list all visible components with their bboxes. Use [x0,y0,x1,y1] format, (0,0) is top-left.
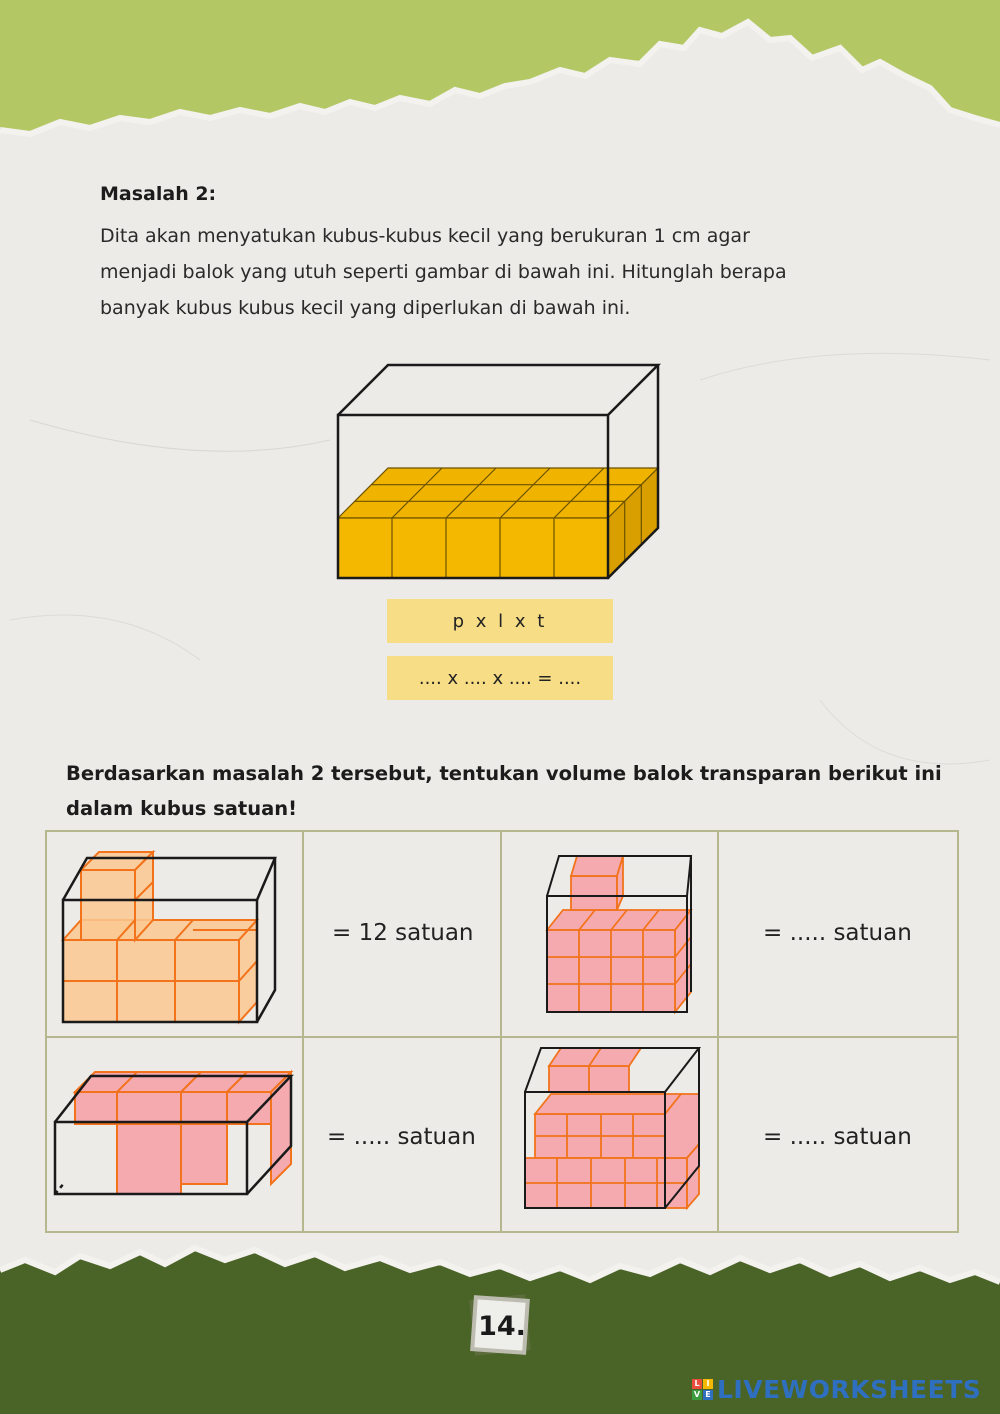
question-line: dalam kubus satuan! [66,797,298,820]
table-divider [47,1036,957,1038]
answer-input[interactable]: = ..... satuan [763,920,912,946]
orange-cubes-box-figure [57,850,282,1030]
problem-line: Dita akan menyatukan kubus-kubus kecil yang berukuran 1 cm agar [100,225,750,247]
top-torn-band [0,0,1000,170]
question-heading [66,756,996,826]
problem-description [100,218,900,326]
transparent-box-gold-cubes-figure [330,360,670,585]
logo-letter: L [692,1379,702,1389]
problem-line: banyak kubus kubus kecil yang diperlukan di bawah ini. [100,297,631,319]
exercise-table [45,830,959,1233]
logo-letter: V [693,1389,701,1399]
answer-input[interactable]: = ..... satuan [327,1124,476,1150]
table-divider [500,832,502,1231]
logo-letter: I [703,1379,713,1389]
volume-formula: p x l x t [387,599,613,643]
liveworksheets-logo-icon [692,1379,713,1400]
problem-title: Masalah 2: [100,183,217,205]
pink-cubes-box-figure-3 [521,1044,711,1229]
answer-input[interactable]: = ..... satuan [763,1124,912,1150]
blank-formula-answer[interactable]: .... x .... x .... = .... [387,656,613,700]
gold-cube-layer [338,468,658,578]
logo-letter: E [703,1390,713,1400]
pink-cubes-box-figure-1 [537,852,697,1032]
table-divider [717,832,719,1231]
answer-given: = 12 satuan [332,920,474,946]
pink-cubes-box-figure-2 [51,1042,296,1227]
page-number: 14. [478,1311,526,1342]
top-band-shape [0,0,1000,134]
liveworksheets-brand [692,1376,981,1402]
table-divider [302,832,304,1231]
brand-name: LIVEWORKSHEETS [717,1374,982,1404]
problem-line: menjadi balok yang utuh seperti gambar di bawah ini. Hitunglah berapa [100,261,787,283]
question-line: Berdasarkan masalah 2 tersebut, tentukan volume balok transparan berikut ini [66,762,942,785]
